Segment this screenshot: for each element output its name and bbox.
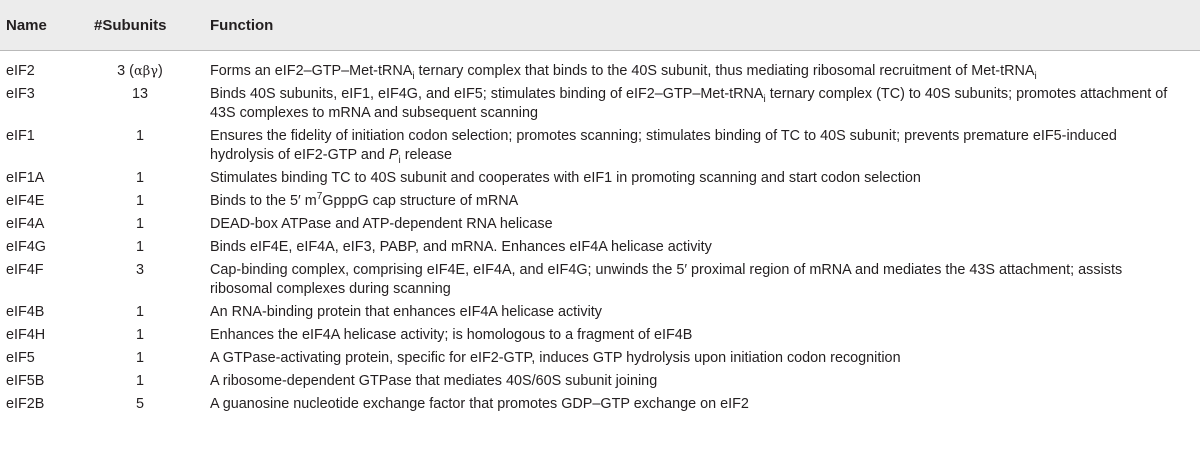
table-row — [0, 347, 1200, 370]
cell-name: eIF5B — [6, 373, 45, 389]
table-header — [0, 0, 1200, 51]
cell-subunits: 3 (αβγ) — [117, 63, 163, 79]
cell-function: Ensures the fidelity of initiation codon selection; promotes scanning; stimulates binding of TC to 40S subunit; prevents premature eIF5-induced hydrolysis of eIF2-GTP and $P_i$ release — [210, 128, 1117, 166]
table-row — [0, 301, 1200, 324]
cell-subunits: 1 — [135, 216, 144, 232]
cell-function: Enhances the eIF4A helicase activity; is homologous to a fragment of eIF4B — [210, 327, 693, 343]
table-row — [0, 236, 1200, 259]
table-row — [0, 125, 1200, 167]
table-row — [0, 393, 1200, 416]
cell-subunits: 1 — [135, 304, 144, 320]
cell-function: Binds to the 5′ $m^7GpppG$ cap structure of mRNA — [210, 191, 519, 209]
table-body — [0, 51, 1200, 417]
cell-name: eIF4F — [6, 262, 44, 278]
table-row — [0, 213, 1200, 236]
header-row — [0, 0, 1200, 51]
header-name: Name — [0, 0, 84, 51]
cell-subunits: 1 — [135, 327, 144, 343]
table-row — [0, 83, 1200, 125]
cell-function: DEAD-box ATPase and ATP-dependent RNA helicase — [210, 216, 553, 232]
cell-name: eIF1 — [6, 128, 35, 144]
cell-function: A ribosome-dependent GTPase that mediates 40S/60S subunit joining — [210, 373, 658, 389]
cell-function: Forms an eIF2–GTP–Met-tRNA$_i$ ternary complex that binds to the 40S subunit, thus mediating ribosomal recruitment of Met-tRNA$_i$ — [210, 63, 1037, 82]
table-row — [0, 190, 1200, 213]
cell-subunits: 5 — [135, 396, 144, 412]
cell-function: A GTPase-activating protein, specific for eIF2-GTP, induces GTP hydrolysis upon initiation codon recognition — [210, 350, 901, 366]
cell-subunits: 1 — [135, 373, 144, 389]
cell-name: eIF4H — [6, 327, 46, 343]
header-function: Function — [202, 0, 1200, 51]
cell-name: eIF4G — [6, 239, 46, 255]
table-row — [0, 259, 1200, 301]
cell-name: eIF4E — [6, 193, 45, 209]
cell-name: eIF4A — [6, 216, 45, 232]
header-subunits: #Subunits — [84, 0, 202, 51]
table-row — [0, 51, 1200, 84]
cell-name: eIF1A — [6, 170, 45, 186]
cell-function: Cap-binding complex, comprising eIF4E, eIF4A, and eIF4G; unwinds the 5′ proximal region of mRNA and mediates the 43S attachment; assists ribosomal complexes during scanning — [210, 262, 1123, 297]
cell-subunits: 1 — [135, 350, 144, 366]
cell-subunits: 1 — [135, 239, 144, 255]
cell-function: A guanosine nucleotide exchange factor that promotes GDP–GTP exchange on eIF2 — [210, 396, 749, 412]
table-row — [0, 167, 1200, 190]
cell-subunits: 1 — [135, 128, 144, 144]
cell-name: eIF3 — [6, 86, 35, 102]
cell-name: eIF5 — [6, 350, 35, 366]
cell-function: Binds 40S subunits, eIF1, eIF4G, and eIF5; stimulates binding of eIF2–GTP–Met-tRNA$_i$ ternary complex (TC) to 40S subunits; promotes attachment of 43S complexes to mRNA and subsequent scanning — [210, 86, 1168, 121]
cell-subunits: 13 — [131, 86, 148, 102]
table-row — [0, 370, 1200, 393]
cell-subunits: 3 — [135, 262, 144, 278]
cell-name: eIF2B — [6, 396, 45, 412]
cell-subunits: 1 — [135, 193, 144, 209]
cell-function: An RNA-binding protein that enhances eIF4A helicase activity — [210, 304, 602, 320]
cell-subunits: 1 — [135, 170, 144, 186]
cell-name: eIF4B — [6, 304, 45, 320]
cell-name: eIF2 — [6, 63, 35, 79]
cell-function: Stimulates binding TC to 40S subunit and cooperates with eIF1 in promoting scanning and start codon selection — [210, 170, 921, 186]
cell-function: Binds eIF4E, eIF4A, eIF3, PABP, and mRNA. Enhances eIF4A helicase activity — [210, 239, 712, 255]
table-row — [0, 324, 1200, 347]
